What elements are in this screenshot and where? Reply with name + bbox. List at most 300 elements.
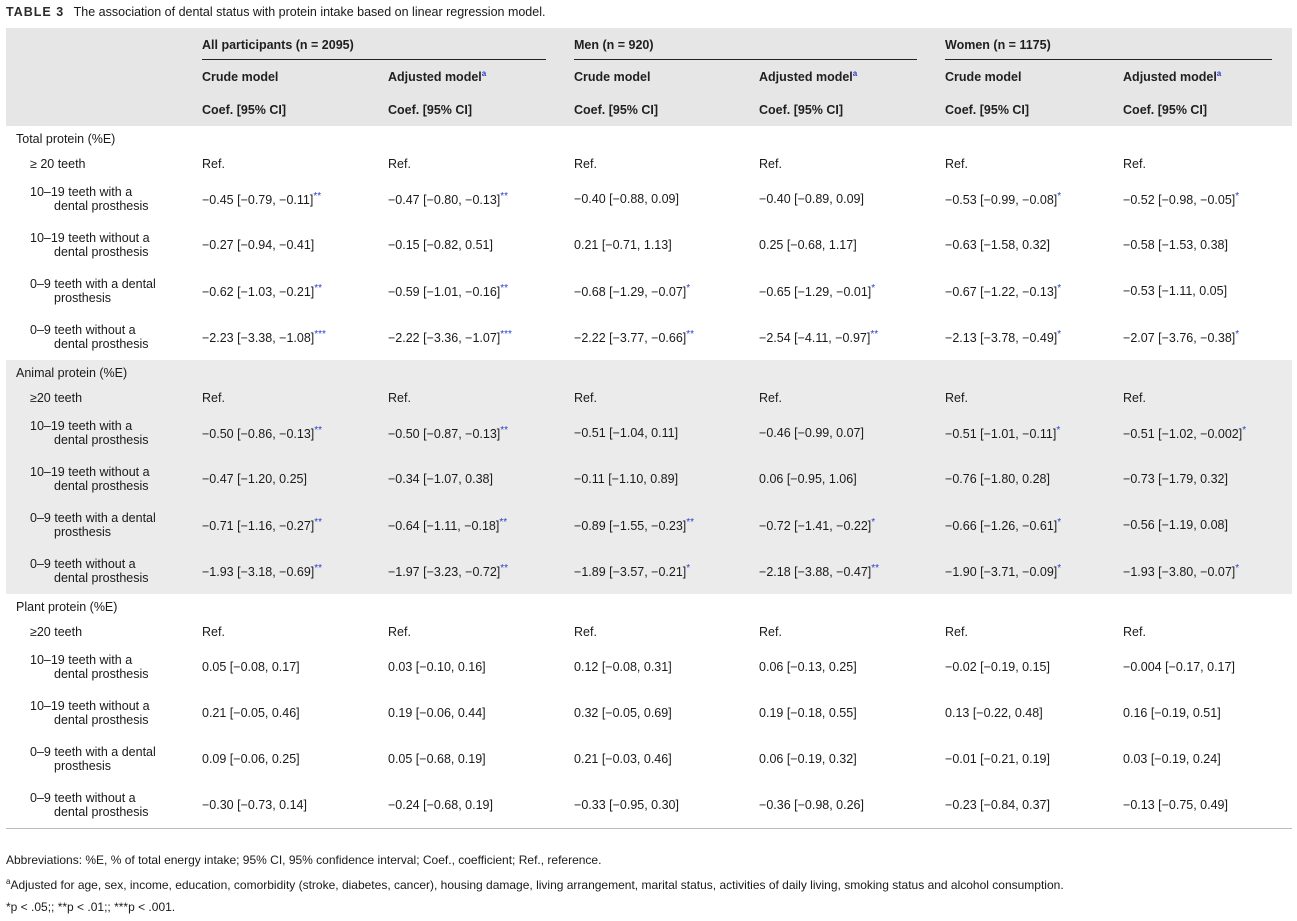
regression-table [6, 28, 1292, 829]
row-label [6, 644, 194, 690]
table-row [6, 410, 1292, 456]
coef-value: −0.53 [−0.99, −0.08] [945, 193, 1058, 208]
coef-value: 0.03 [−0.10, 0.16] [388, 660, 486, 674]
coef-cell [751, 268, 937, 314]
significance-stars: * [686, 282, 691, 294]
coef-cell [751, 456, 937, 502]
coef-value: −0.66 [−1.26, −0.61] [945, 519, 1058, 534]
row-label-line: dental prosthesis [54, 199, 149, 213]
row-label [6, 222, 194, 268]
significance-stars: * [1057, 190, 1062, 202]
table-footnotes [6, 849, 1064, 918]
stat-label: Coef. [95% CI] [1123, 102, 1208, 117]
section-label: Plant protein (%E) [16, 600, 118, 614]
coef-cell [194, 222, 380, 268]
coef-cell [566, 410, 751, 456]
coef-value: −0.51 [−1.04, 0.11] [574, 426, 679, 440]
significance-stars: * [1057, 562, 1062, 574]
coef-value: 0.05 [−0.68, 0.19] [388, 752, 486, 766]
coef-value: Ref. [759, 625, 782, 639]
row-label-line: 0–9 teeth with a dental [30, 511, 156, 525]
coef-value: 0.05 [−0.08, 0.17] [202, 660, 300, 674]
coef-value: −0.15 [−0.82, 0.51] [388, 238, 493, 252]
stat-label: Coef. [95% CI] [759, 102, 844, 117]
coef-value: −0.64 [−1.11, −0.18] [388, 519, 500, 534]
coef-value: Ref. [574, 391, 597, 405]
row-label-line: 10–19 teeth with a [30, 419, 133, 433]
coef-cell [937, 690, 1115, 736]
significance-stars: * [871, 516, 876, 528]
coef-value: −1.89 [−3.57, −0.21] [574, 565, 687, 580]
header-group-row [6, 28, 1292, 61]
abbreviations-note: Abbreviations: %E, % of total energy intake; 95% CI, 95% confidence interval; Coef., coefficient; Ref., reference. [6, 853, 602, 867]
coef-cell [751, 644, 937, 690]
coef-value: −0.59 [−1.01, −0.16] [388, 285, 501, 300]
coef-cell [937, 548, 1115, 594]
stat-label: Coef. [95% CI] [574, 102, 659, 117]
coef-cell [937, 736, 1115, 782]
coef-value: 0.16 [−0.19, 0.51] [1123, 706, 1221, 720]
coef-cell [751, 176, 937, 222]
row-label-line: dental prosthesis [54, 245, 149, 259]
significance-stars: * [686, 562, 691, 574]
model-label-adjusted: Adjusted model$^a$ [759, 69, 858, 85]
coef-cell [566, 314, 751, 360]
table-row [6, 268, 1292, 314]
header-stat-row [6, 93, 1292, 126]
group-men: Men (n = 920) [574, 30, 917, 60]
coef-value: −0.53 [−1.11, 0.05] [1123, 284, 1228, 298]
coef-value: Ref. [1123, 625, 1146, 639]
group-women: Women (n = 1175) [945, 30, 1272, 60]
coef-cell [751, 736, 937, 782]
coef-value: 0.25 [−0.68, 1.17] [759, 238, 857, 252]
coef-cell [194, 386, 380, 410]
coef-cell [194, 620, 380, 644]
row-label-line: dental prosthesis [54, 337, 149, 351]
significance-stars: * [1057, 282, 1062, 294]
coef-value: 0.06 [−0.19, 0.32] [759, 752, 857, 766]
adjusted-note: $^a$Adjusted for age, sex, income, education, comorbidity (stroke, diabetes, cancer), housing damage, living arrangement, marital status, activities of daily living, smoking status and alcohol consumption. [6, 877, 1064, 892]
table-row [6, 386, 1292, 410]
row-label-line: 0–9 teeth with a dental [30, 277, 156, 291]
coef-cell [937, 152, 1115, 176]
row-label-line: dental prosthesis [54, 479, 149, 493]
table-row [6, 456, 1292, 502]
significance-stars: ** [314, 562, 323, 574]
row-label-line: ≥20 teeth [30, 391, 83, 405]
section-header-row [6, 126, 1292, 152]
coef-cell [566, 620, 751, 644]
coef-value: 0.03 [−0.19, 0.24] [1123, 752, 1221, 766]
significance-stars: * [1056, 424, 1061, 436]
coef-value: −0.27 [−0.94, −0.41] [202, 238, 315, 252]
coef-cell [380, 314, 566, 360]
coef-value: Ref. [759, 157, 782, 171]
significance-stars: * [871, 282, 876, 294]
coef-value: 0.13 [−0.22, 0.48] [945, 706, 1043, 720]
coef-cell [566, 456, 751, 502]
significance-stars: * [1235, 190, 1240, 202]
row-label-line: 0–9 teeth without a [30, 557, 136, 571]
coef-cell [566, 736, 751, 782]
model-label-adjusted: Adjusted model$^a$ [1123, 69, 1222, 85]
model-label: Crude model [945, 70, 1022, 84]
coef-value: −2.22 [−3.36, −1.07] [388, 331, 501, 346]
significance-note: *p < .05;; **p < .01;; ***p < .001. [6, 900, 176, 914]
coef-value: −0.47 [−0.80, −0.13] [388, 193, 501, 208]
coef-cell [937, 222, 1115, 268]
coef-cell [380, 736, 566, 782]
coef-cell [937, 176, 1115, 222]
coef-value: −0.50 [−0.86, −0.13] [202, 427, 315, 442]
coef-value: 0.21 [−0.03, 0.46] [574, 752, 672, 766]
coef-cell [566, 782, 751, 829]
coef-value: 0.21 [−0.71, 1.13] [574, 238, 672, 252]
coef-value: −0.73 [−1.79, 0.32] [1123, 472, 1228, 486]
row-label [6, 176, 194, 222]
coef-cell [194, 268, 380, 314]
coef-cell [194, 502, 380, 548]
table-row [6, 176, 1292, 222]
coef-cell [380, 644, 566, 690]
coef-cell [380, 620, 566, 644]
coef-cell [380, 782, 566, 829]
coef-value: −0.40 [−0.88, 0.09] [574, 192, 679, 206]
coef-cell [566, 176, 751, 222]
coef-value: −0.30 [−0.73, 0.14] [202, 798, 307, 812]
coef-value: −1.90 [−3.71, −0.09] [945, 565, 1058, 580]
coef-value: 0.12 [−0.08, 0.31] [574, 660, 672, 674]
coef-cell [1115, 386, 1292, 410]
significance-stars: ** [686, 328, 695, 340]
table-row [6, 222, 1292, 268]
coef-cell [566, 268, 751, 314]
row-label-line: 0–9 teeth without a [30, 323, 136, 337]
coef-cell [937, 620, 1115, 644]
coef-cell [194, 736, 380, 782]
significance-stars: ** [314, 282, 323, 294]
coef-cell [566, 644, 751, 690]
row-label-line: 10–19 teeth with a [30, 185, 133, 199]
table-row [6, 736, 1292, 782]
coef-value: Ref. [388, 625, 411, 639]
section-label: Animal protein (%E) [16, 366, 128, 380]
coef-cell [1115, 644, 1292, 690]
coef-value: Ref. [945, 625, 968, 639]
coef-value: −0.51 [−1.02, −0.002] [1123, 427, 1243, 442]
coef-cell [751, 548, 937, 594]
significance-stars: *** [500, 328, 512, 340]
coef-cell [937, 268, 1115, 314]
coef-value: −1.97 [−3.23, −0.72] [388, 565, 501, 580]
coef-cell [380, 176, 566, 222]
coef-value: −0.11 [−1.10, 0.89] [574, 472, 679, 486]
coef-value: Ref. [388, 391, 411, 405]
significance-stars: ** [314, 424, 323, 436]
significance-stars: * [1235, 562, 1240, 574]
table-row [6, 152, 1292, 176]
coef-value: −0.01 [−0.21, 0.19] [945, 752, 1050, 766]
coef-cell [566, 222, 751, 268]
coef-cell [194, 456, 380, 502]
significance-stars: ** [500, 424, 509, 436]
stat-label: Coef. [95% CI] [202, 102, 287, 117]
table-row [6, 502, 1292, 548]
coef-cell [751, 314, 937, 360]
section-header-row [6, 594, 1292, 620]
row-label-line: ≥ 20 teeth [30, 157, 86, 171]
significance-stars: ** [314, 516, 323, 528]
coef-cell [751, 152, 937, 176]
coef-cell [566, 548, 751, 594]
coef-cell [380, 386, 566, 410]
coef-cell [566, 386, 751, 410]
coef-cell [1115, 620, 1292, 644]
table-row [6, 314, 1292, 360]
coef-cell [751, 502, 937, 548]
row-label-line: 0–9 teeth with a dental [30, 745, 156, 759]
coef-value: −0.50 [−0.87, −0.13] [388, 427, 501, 442]
coef-value: −0.34 [−1.07, 0.38] [388, 472, 493, 486]
coef-value: −2.07 [−3.76, −0.38] [1123, 331, 1236, 346]
coef-value: −0.47 [−1.20, 0.25] [202, 472, 307, 486]
coef-cell [751, 386, 937, 410]
significance-stars: ** [500, 562, 509, 574]
coef-cell [1115, 176, 1292, 222]
coef-value: 0.19 [−0.06, 0.44] [388, 706, 486, 720]
coef-cell [751, 690, 937, 736]
coef-cell [937, 782, 1115, 829]
coef-value: Ref. [574, 157, 597, 171]
row-label [6, 502, 194, 548]
row-label-line: 0–9 teeth without a [30, 791, 136, 805]
coef-cell [1115, 782, 1292, 829]
table-row [6, 782, 1292, 829]
coef-value: Ref. [202, 391, 225, 405]
coef-cell [1115, 410, 1292, 456]
coef-cell [380, 410, 566, 456]
coef-value: Ref. [388, 157, 411, 171]
coef-cell [937, 386, 1115, 410]
row-label-line: dental prosthesis [54, 571, 149, 585]
coef-value: −0.65 [−1.29, −0.01] [759, 285, 872, 300]
row-label-line: ≥20 teeth [30, 625, 83, 639]
coef-value: −0.71 [−1.16, −0.27] [202, 519, 315, 534]
coef-value: Ref. [574, 625, 597, 639]
row-label-line: prosthesis [54, 291, 111, 305]
coef-cell [380, 222, 566, 268]
significance-stars: ** [686, 516, 695, 528]
significance-stars: * [1057, 516, 1062, 528]
coef-value: −0.62 [−1.03, −0.21] [202, 285, 315, 300]
coef-cell [194, 782, 380, 829]
row-label-line: 10–19 teeth without a [30, 465, 150, 479]
model-label-adjusted: Adjusted model$^a$ [388, 69, 487, 85]
coef-value: 0.06 [−0.13, 0.25] [759, 660, 857, 674]
coef-cell [566, 690, 751, 736]
significance-stars: ** [499, 516, 508, 528]
row-label-line: 10–19 teeth without a [30, 231, 150, 245]
coef-cell [194, 176, 380, 222]
coef-value: −2.18 [−3.88, −0.47] [759, 565, 872, 580]
coef-cell [1115, 314, 1292, 360]
coef-cell [194, 548, 380, 594]
coef-value: −0.33 [−0.95, 0.30] [574, 798, 679, 812]
significance-stars: ** [313, 190, 322, 202]
row-label [6, 268, 194, 314]
row-label [6, 736, 194, 782]
coef-cell [194, 410, 380, 456]
coef-cell [380, 152, 566, 176]
coef-cell [1115, 456, 1292, 502]
significance-stars: ** [870, 328, 879, 340]
coef-cell [937, 502, 1115, 548]
coef-value: −0.36 [−0.98, 0.26] [759, 798, 864, 812]
coef-value: Ref. [945, 391, 968, 405]
coef-cell [194, 152, 380, 176]
coef-cell [380, 268, 566, 314]
row-label [6, 410, 194, 456]
coef-cell [1115, 222, 1292, 268]
coef-value: 0.21 [−0.05, 0.46] [202, 706, 300, 720]
coef-value: −0.23 [−0.84, 0.37] [945, 798, 1050, 812]
coef-cell [194, 314, 380, 360]
coef-value: Ref. [202, 157, 225, 171]
row-label-line: 10–19 teeth without a [30, 699, 150, 713]
coef-cell [566, 502, 751, 548]
coef-value: 0.06 [−0.95, 1.06] [759, 472, 857, 486]
coef-value: −2.13 [−3.78, −0.49] [945, 331, 1058, 346]
row-label-line: 10–19 teeth with a [30, 653, 133, 667]
row-label [6, 690, 194, 736]
row-label-line: dental prosthesis [54, 805, 149, 819]
coef-value: −2.23 [−3.38, −1.08] [202, 331, 315, 346]
coef-value: −0.63 [−1.58, 0.32] [945, 238, 1050, 252]
coef-value: −0.76 [−1.80, 0.28] [945, 472, 1050, 486]
coef-value: −0.89 [−1.55, −0.23] [574, 519, 687, 534]
coef-cell [1115, 502, 1292, 548]
row-label [6, 314, 194, 360]
row-label-line: dental prosthesis [54, 667, 149, 681]
coef-value: −0.56 [−1.19, 0.08] [1123, 518, 1228, 532]
row-label [6, 456, 194, 502]
significance-stars: *** [314, 328, 326, 340]
coef-value: −0.51 [−1.01, −0.11] [945, 427, 1057, 442]
coef-cell [566, 152, 751, 176]
header-model-row [6, 61, 1292, 93]
table-row [6, 690, 1292, 736]
coef-cell [937, 410, 1115, 456]
coef-cell [1115, 736, 1292, 782]
coef-value: Ref. [1123, 391, 1146, 405]
row-label-line: dental prosthesis [54, 713, 149, 727]
significance-stars: * [1057, 328, 1062, 340]
coef-value: 0.32 [−0.05, 0.69] [574, 706, 672, 720]
table-number: TABLE 3 [6, 5, 65, 19]
coef-cell [937, 644, 1115, 690]
coef-value: Ref. [202, 625, 225, 639]
table-body [6, 126, 1292, 829]
coef-cell [194, 644, 380, 690]
coef-cell [1115, 152, 1292, 176]
table-row [6, 548, 1292, 594]
coef-value: −1.93 [−3.80, −0.07] [1123, 565, 1236, 580]
coef-value: 0.19 [−0.18, 0.55] [759, 706, 857, 720]
significance-stars: ** [500, 190, 509, 202]
row-label [6, 620, 194, 644]
coef-value: −0.67 [−1.22, −0.13] [945, 285, 1058, 300]
significance-stars: * [1235, 328, 1240, 340]
group-all-participants: All participants (n = 2095) [202, 30, 546, 60]
table-row [6, 644, 1292, 690]
coef-value: −0.46 [−0.99, 0.07] [759, 426, 864, 440]
row-label [6, 548, 194, 594]
coef-value: −0.004 [−0.17, 0.17] [1123, 660, 1235, 674]
table-caption: The association of dental status with protein intake based on linear regression model. [73, 5, 546, 19]
coef-cell [751, 620, 937, 644]
coef-cell [751, 782, 937, 829]
coef-cell [937, 314, 1115, 360]
coef-value: Ref. [945, 157, 968, 171]
model-label: Crude model [574, 70, 651, 84]
coef-cell [1115, 548, 1292, 594]
section-header-row [6, 360, 1292, 386]
model-label: Crude model [202, 70, 279, 84]
coef-cell [751, 410, 937, 456]
coef-value: −1.93 [−3.18, −0.69] [202, 565, 315, 580]
coef-value: −0.02 [−0.19, 0.15] [945, 660, 1050, 674]
coef-value: −0.58 [−1.53, 0.38] [1123, 238, 1228, 252]
coef-value: Ref. [759, 391, 782, 405]
row-label [6, 782, 194, 829]
coef-value: −0.68 [−1.29, −0.07] [574, 285, 687, 300]
coef-cell [751, 222, 937, 268]
row-label-line: prosthesis [54, 525, 111, 539]
coef-cell [380, 456, 566, 502]
significance-stars: ** [500, 282, 509, 294]
coef-cell [380, 548, 566, 594]
row-label [6, 386, 194, 410]
coef-cell [1115, 268, 1292, 314]
coef-value: −0.52 [−0.98, −0.05] [1123, 193, 1236, 208]
coef-value: Ref. [1123, 157, 1146, 171]
row-label-line: dental prosthesis [54, 433, 149, 447]
row-label-line: prosthesis [54, 759, 111, 773]
coef-value: −2.54 [−4.11, −0.97] [759, 331, 871, 346]
coef-cell [380, 502, 566, 548]
table-title [6, 5, 545, 19]
coef-value: −2.22 [−3.77, −0.66] [574, 331, 687, 346]
coef-value: −0.40 [−0.89, 0.09] [759, 192, 864, 206]
coef-cell [194, 690, 380, 736]
coef-value: −0.24 [−0.68, 0.19] [388, 798, 493, 812]
coef-cell [937, 456, 1115, 502]
section-label: Total protein (%E) [16, 132, 116, 146]
stat-label: Coef. [95% CI] [388, 102, 473, 117]
row-label [6, 152, 194, 176]
coef-cell [1115, 690, 1292, 736]
table-row [6, 620, 1292, 644]
coef-value: −0.13 [−0.75, 0.49] [1123, 798, 1228, 812]
significance-stars: ** [871, 562, 880, 574]
significance-stars: * [1242, 424, 1247, 436]
coef-value: 0.09 [−0.06, 0.25] [202, 752, 300, 766]
coef-value: −0.45 [−0.79, −0.11] [202, 193, 314, 208]
coef-value: −0.72 [−1.41, −0.22] [759, 519, 872, 534]
coef-cell [380, 690, 566, 736]
stat-label: Coef. [95% CI] [945, 102, 1030, 117]
